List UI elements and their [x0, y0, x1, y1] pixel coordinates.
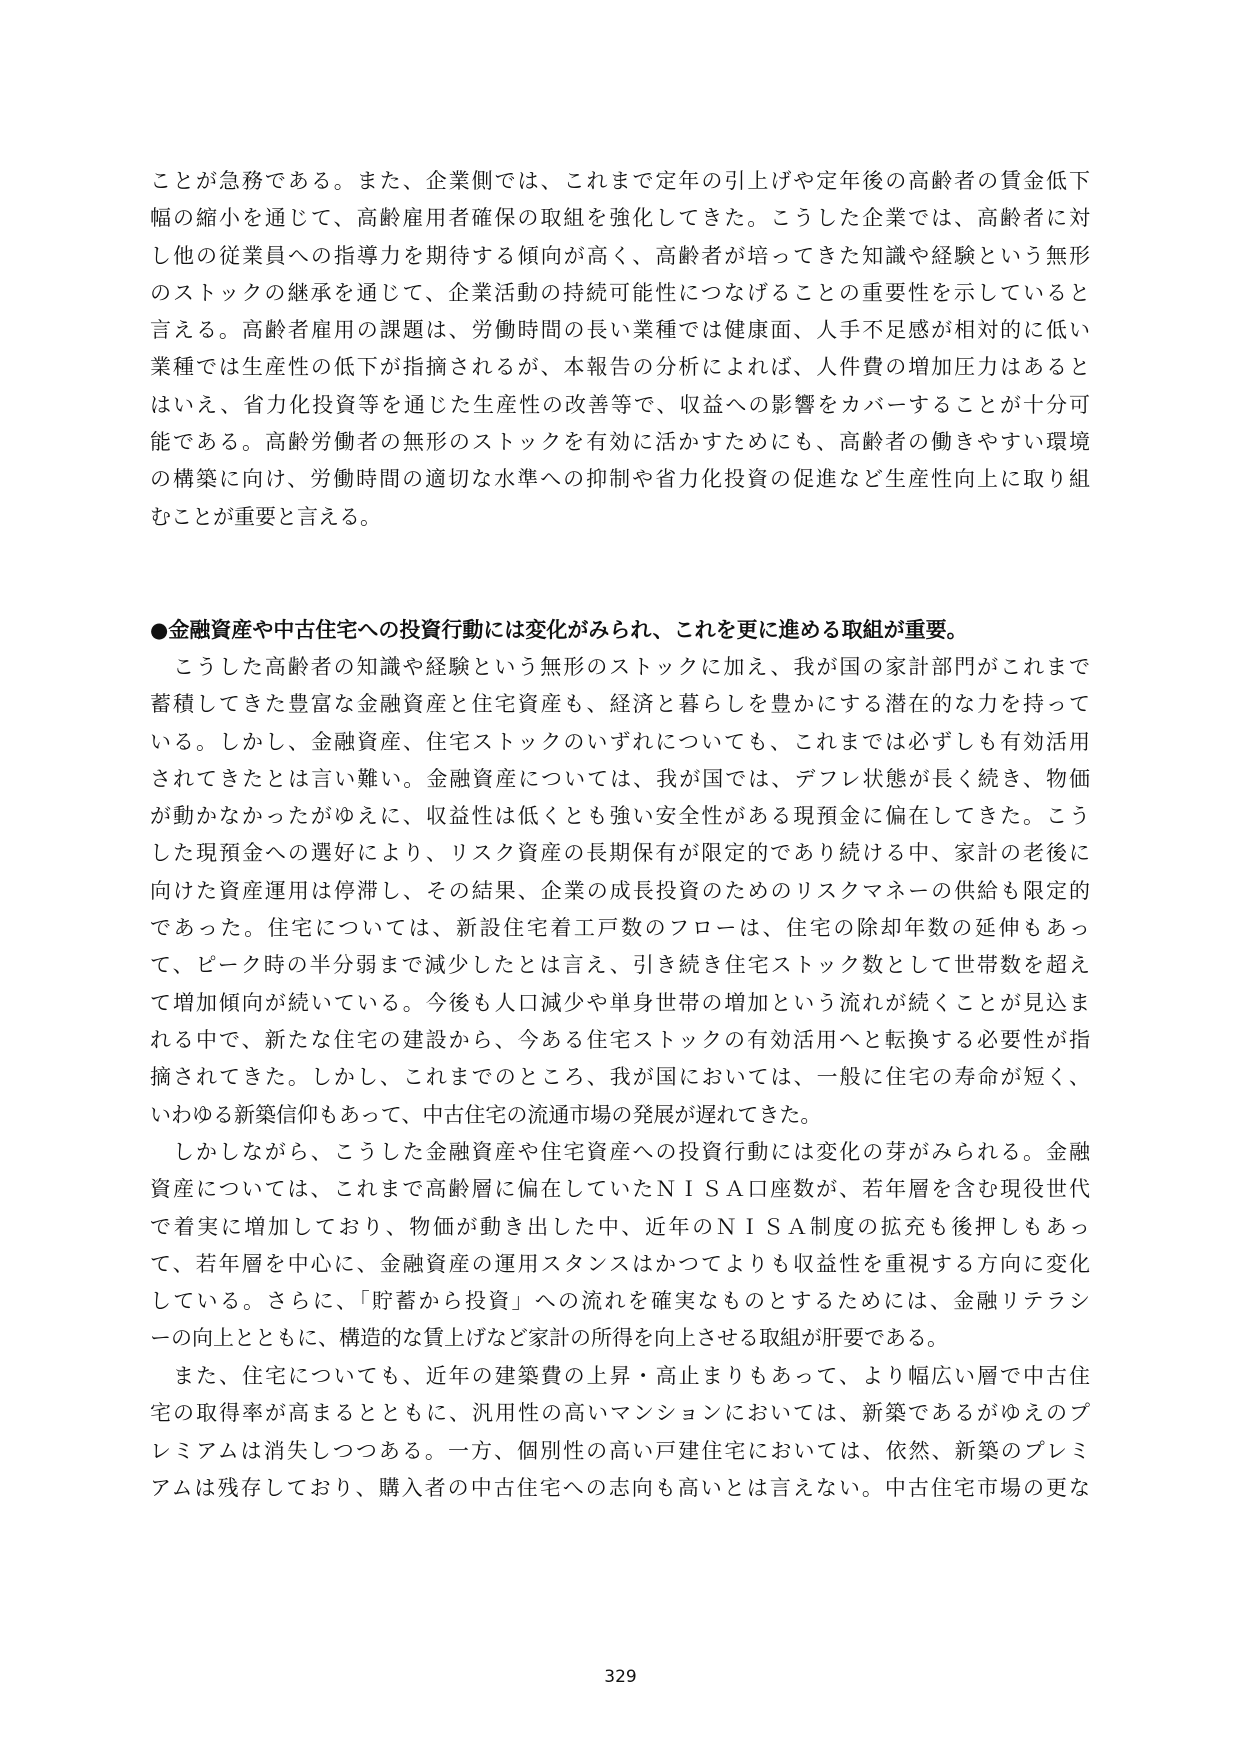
text-line: 蓄積してきた豊富な金融資産と住宅資産も、経済と暮らしを豊かにする潜在的な力を持って — [150, 692, 1090, 717]
paragraph-investment-change — [150, 1134, 1090, 1358]
text-line: している。さらに、「貯蓄から投資」への流れを確実なものとするためには、金融リテラシ — [150, 1289, 1090, 1314]
text-line: れる中で、新たな住宅の建設から、今ある住宅ストックの有効活用へと転換する必要性が指 — [150, 1027, 1090, 1052]
text-line: 言える。高齢者雇用の課題は、労働時間の長い業種では健康面、人手不足感が相対的に低い — [150, 318, 1090, 343]
text-line: いわゆる新築信仰もあって、中古住宅の流通市場の発展が遅れてきた。 — [150, 1102, 822, 1127]
text-line: て、ピーク時の半分弱まで減少したとは言え、引き続き住宅ストック数として世帯数を超え — [150, 953, 1090, 978]
text-line: であった。住宅については、新設住宅着工戸数のフローは、住宅の除却年数の延伸もあっ — [150, 916, 1090, 941]
text-line: しかしながら、こうした金融資産や住宅資産への投資行動には変化の芽がみられる。金融 — [150, 1140, 1090, 1164]
text-line: 幅の縮小を通じて、高齢雇用者確保の取組を強化してきた。こうした企業では、高齢者に対 — [150, 206, 1090, 231]
text-line: で着実に増加しており、物価が動き出した中、近年のＮＩＳＡ制度の拡充も後押しもあっ — [150, 1214, 1090, 1239]
paragraph-household-assets — [150, 649, 1090, 1134]
paragraph-used-housing — [150, 1358, 1090, 1507]
text-line: むことが重要と言える。 — [150, 504, 381, 529]
text-line: て増加傾向が続いている。今後も人口減少や単身世帯の増加という流れが続くことが見込ま — [150, 990, 1090, 1015]
text-line: 業種では生産性の低下が指摘されるが、本報告の分析によれば、人件費の増加圧力はあると — [150, 355, 1090, 380]
text-line: の構築に向け、労働時間の適切な水準への抑制や省力化投資の促進など生産性向上に取り組 — [150, 467, 1090, 492]
page-number: 329 — [604, 1667, 637, 1687]
text-line: また、住宅についても、近年の建築費の上昇・高止まりもあって、より幅広い層で中古住 — [150, 1364, 1090, 1388]
text-line: されてきたとは言い難い。金融資産については、我が国では、デフレ状態が長く続き、物価 — [150, 766, 1090, 791]
text-line: ーの向上とともに、構造的な賃上げなど家計の所得を向上させる取組が肝要である。 — [150, 1326, 948, 1351]
text-line: 摘されてきた。しかし、これまでのところ、我が国においては、一般に住宅の寿命が短く、 — [150, 1065, 1090, 1090]
paragraph-high-age-employment — [150, 163, 1090, 536]
text-line: が動かなかったがゆえに、収益性は低くとも強い安全性がある現預金に偏在してきた。こう — [150, 804, 1090, 829]
text-line: レミアムは消失しつつある。一方、個別性の高い戸建住宅においては、依然、新築のプレミ — [150, 1438, 1090, 1463]
text-line: て、若年層を中心に、金融資産の運用スタンスはかつてよりも収益性を重視する方向に変化 — [150, 1251, 1090, 1276]
section-heading: ●金融資産や中古住宅への投資行動には変化がみられ、これを更に進める取組が重要。 — [150, 618, 968, 642]
text-line: いる。しかし、金融資産、住宅ストックのいずれについても、これまでは必ずしも有効活用 — [150, 729, 1090, 754]
text-line: ことが急務である。また、企業側では、これまで定年の引上げや定年後の高齢者の賃金低下 — [150, 169, 1090, 193]
text-line: こうした高齢者の知識や経験という無形のストックに加え、我が国の家計部門がこれまで — [150, 655, 1090, 679]
text-line: はいえ、省力化投資等を通じた生産性の改善等で、収益への影響をカバーすることが十分可 — [150, 392, 1090, 417]
text-line: 宅の取得率が高まるとともに、汎用性の高いマンションにおいては、新築であるがゆえのプ — [150, 1401, 1090, 1426]
text-line: した現預金への選好により、リスク資産の長期保有が限定的であり続ける中、家計の老後に — [150, 841, 1090, 866]
text-line: 能である。高齢労働者の無形のストックを有効に活かすためにも、高齢者の働きやすい環境 — [150, 430, 1090, 455]
text-line: アムは残存しており、購入者の中古住宅への志向も高いとは言えない。中古住宅市場の更な — [150, 1475, 1090, 1500]
text-line: 資産については、これまで高齢層に偏在していたＮＩＳＡ口座数が、若年層を含む現役世代 — [150, 1177, 1090, 1202]
text-line: 向けた資産運用は停滞し、その結果、企業の成長投資のためのリスクマネーの供給も限定的 — [150, 878, 1090, 903]
text-line: のストックの継承を通じて、企業活動の持続可能性につなげることの重要性を示していると — [150, 280, 1090, 305]
text-line: し他の従業員への指導力を期待する傾向が高く、高齢者が培ってきた知識や経験という無形 — [150, 243, 1090, 268]
